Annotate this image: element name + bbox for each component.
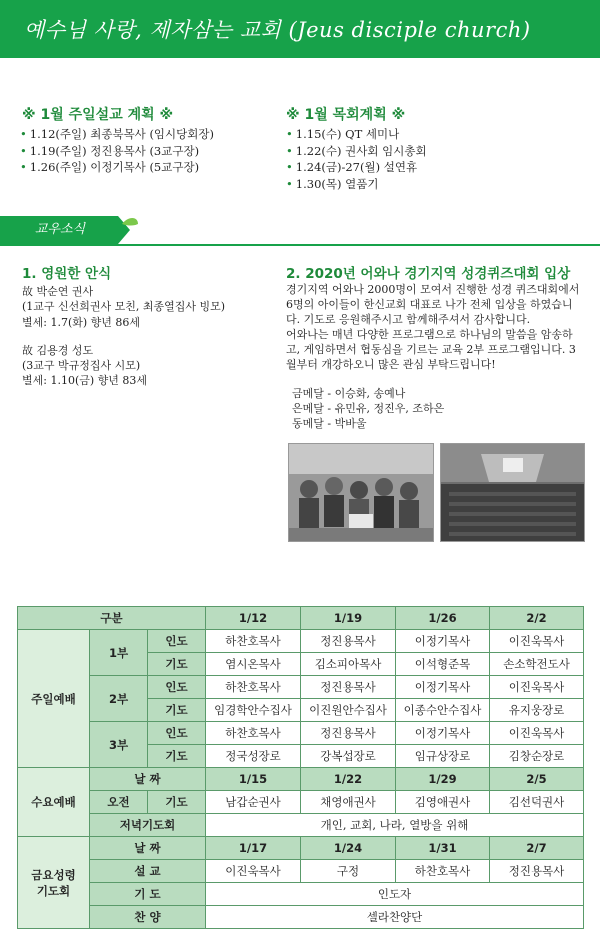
table-header-cell: 1/26 — [396, 607, 490, 630]
table-cell: 정진용목사 — [490, 860, 584, 883]
table-cell: 임경학안수집사 — [206, 699, 301, 722]
part-label: 1부 — [90, 630, 148, 676]
table-cell: 임규상장로 — [396, 745, 490, 768]
table-cell: 남갑순권사 — [206, 791, 301, 814]
pastoral-item: • 1.15(수) QT 세미나 — [286, 127, 400, 141]
table-cell: 채영애권사 — [301, 791, 396, 814]
am-label: 오전 — [90, 791, 148, 814]
table-row — [18, 768, 584, 791]
news2-line: 다. 기도로 응원해주시고 함께해주셔서 감사합니다. — [286, 313, 531, 326]
medal-line: 금메달 - 이승화, 송예나 — [292, 387, 406, 400]
header-banner — [0, 0, 600, 58]
table-cell: 이진욱목사 — [490, 630, 584, 653]
table-cell: 강복섭장로 — [301, 745, 396, 768]
table-row — [18, 676, 584, 699]
pastoral-plan-title: ※ 1월 목회계획 ※ — [286, 107, 406, 123]
table-cell: 하찬호목사 — [396, 860, 490, 883]
friday-service-label: 금요성령 기도회 — [18, 837, 90, 929]
pastoral-item: • 1.24(금)-27(월) 설연휴 — [286, 160, 418, 174]
sermon-label: 설 교 — [90, 860, 206, 883]
date-cell: 1/24 — [301, 837, 396, 860]
wednesday-service-label: 수요예배 — [18, 768, 90, 837]
table-cell: 정국성장로 — [206, 745, 301, 768]
table-cell: 손소학전도사 — [490, 653, 584, 676]
table-cell: 구정 — [301, 860, 396, 883]
table-cell: 셀라찬양단 — [206, 906, 584, 929]
leaf-icon — [122, 218, 138, 226]
table-row — [18, 860, 584, 883]
role-label: 인도 — [148, 676, 206, 699]
table-header-cell: 2/2 — [490, 607, 584, 630]
sermon-item: • 1.19(주일) 정진용목사 (3교구장) — [20, 144, 200, 158]
table-row — [18, 722, 584, 745]
sermon-item: • 1.26(주일) 이정기목사 (5교구장) — [20, 160, 200, 174]
date-cell: 1/17 — [206, 837, 301, 860]
table-cell: 이진욱목사 — [490, 676, 584, 699]
table-cell: 이정기목사 — [396, 676, 490, 699]
sermon-item: • 1.12(주일) 최종북목사 (임시당회장) — [20, 127, 214, 141]
table-row — [18, 837, 584, 860]
news2-line: 경기지역 어와나 2000명이 모여서 진행한 성경 퀴즈대회에서 — [286, 283, 580, 296]
date-cell: 2/5 — [490, 768, 584, 791]
table-row — [18, 607, 584, 630]
table-cell: 정진용목사 — [301, 722, 396, 745]
date-cell: 2/7 — [490, 837, 584, 860]
table-cell: 이정기목사 — [396, 722, 490, 745]
news2-line: 어와나는 매년 다양한 프로그램으로 하나님의 말씀을 암송하 — [286, 328, 573, 341]
table-cell: 정진용목사 — [301, 676, 396, 699]
role-label: 인도 — [148, 722, 206, 745]
table-cell: 김영애권사 — [396, 791, 490, 814]
role-label: 기도 — [148, 745, 206, 768]
table-cell: 이진욱목사 — [206, 860, 301, 883]
table-row — [18, 791, 584, 814]
sermon-plan-title: ※ 1월 주일설교 계획 ※ — [22, 107, 174, 123]
date-cell: 1/22 — [301, 768, 396, 791]
role-label: 기도 — [148, 791, 206, 814]
table-cell: 염시온목사 — [206, 653, 301, 676]
news1-line: 별세: 1.7(화) 향년 86세 — [22, 316, 141, 329]
table-header-cell: 구분 — [18, 607, 206, 630]
table-row — [18, 906, 584, 929]
role-label: 기도 — [148, 653, 206, 676]
evening-prayer-label: 저녁기도회 — [90, 814, 206, 837]
table-cell: 인도자 — [206, 883, 584, 906]
news2-line: 월부터 개강하오니 많은 관심 부탁드립니다! — [286, 358, 496, 371]
news1-title: 1. 영원한 안식 — [22, 266, 112, 282]
news1-line: 별세: 1.10(금) 향년 83세 — [22, 374, 148, 387]
sunday-service-label: 주일예배 — [18, 630, 90, 768]
date-cell: 1/29 — [396, 768, 490, 791]
table-header-cell: 1/12 — [206, 607, 301, 630]
part-label: 3부 — [90, 722, 148, 768]
news2-title: 2. 2020년 어와나 경기지역 성경퀴즈대회 입상 — [286, 266, 571, 282]
role-label: 인도 — [148, 630, 206, 653]
table-cell: 이종수안수집사 — [396, 699, 490, 722]
table-cell: 김소피아목사 — [301, 653, 396, 676]
date-label: 날 짜 — [90, 837, 206, 860]
table-cell: 김창순장로 — [490, 745, 584, 768]
medal-line: 동메달 - 박바울 — [292, 417, 367, 430]
medal-line: 은메달 - 유민유, 정진우, 조하은 — [292, 402, 445, 415]
table-header-cell: 1/19 — [301, 607, 396, 630]
table-cell: 이진욱목사 — [490, 722, 584, 745]
divider — [0, 244, 600, 246]
date-label: 날 짜 — [90, 768, 206, 791]
news1-line: 故 김용경 성도 — [22, 344, 94, 357]
table-cell: 이석형준목 — [396, 653, 490, 676]
quiz-photo-1 — [288, 443, 434, 542]
pastoral-item: • 1.30(목) 열품기 — [286, 177, 379, 191]
date-cell: 1/15 — [206, 768, 301, 791]
date-cell: 1/31 — [396, 837, 490, 860]
table-row — [18, 883, 584, 906]
news2-line: 6명의 아이들이 한신교회 대표로 나가 전체 입상을 하였습니 — [286, 298, 573, 311]
table-cell: 이정기목사 — [396, 630, 490, 653]
table-row — [18, 630, 584, 653]
table-cell: 김선덕권사 — [490, 791, 584, 814]
table-cell: 개인, 교회, 나라, 열방을 위해 — [206, 814, 584, 837]
worship-schedule-table — [17, 606, 584, 929]
table-cell: 정진용목사 — [301, 630, 396, 653]
prayer-label: 기 도 — [90, 883, 206, 906]
table-row — [18, 814, 584, 837]
header-title: 예수님 사랑, 제자삼는 교회 (Jeus disciple church) — [24, 18, 531, 42]
table-cell: 하찬호목사 — [206, 722, 301, 745]
role-label: 기도 — [148, 699, 206, 722]
news-badge-label: 교우소식 — [34, 222, 86, 237]
praise-label: 찬 양 — [90, 906, 206, 929]
quiz-photo-2 — [440, 443, 585, 542]
news1-line: 故 박순연 권사 — [22, 285, 94, 298]
table-cell: 유지웅장로 — [490, 699, 584, 722]
pastoral-item: • 1.22(수) 권사회 임시총회 — [286, 144, 427, 158]
table-cell: 하찬호목사 — [206, 676, 301, 699]
table-cell: 이진원안수집사 — [301, 699, 396, 722]
news2-line: 고, 게임하면서 협동심을 기르는 교육 2부 프로그램입니다. 3 — [286, 343, 576, 356]
news1-line: (1교구 신선희권사 모친, 최종열집사 빙모) — [22, 300, 226, 313]
table-cell: 하찬호목사 — [206, 630, 301, 653]
news1-line: (3교구 박규정집사 시모) — [22, 359, 141, 372]
part-label: 2부 — [90, 676, 148, 722]
